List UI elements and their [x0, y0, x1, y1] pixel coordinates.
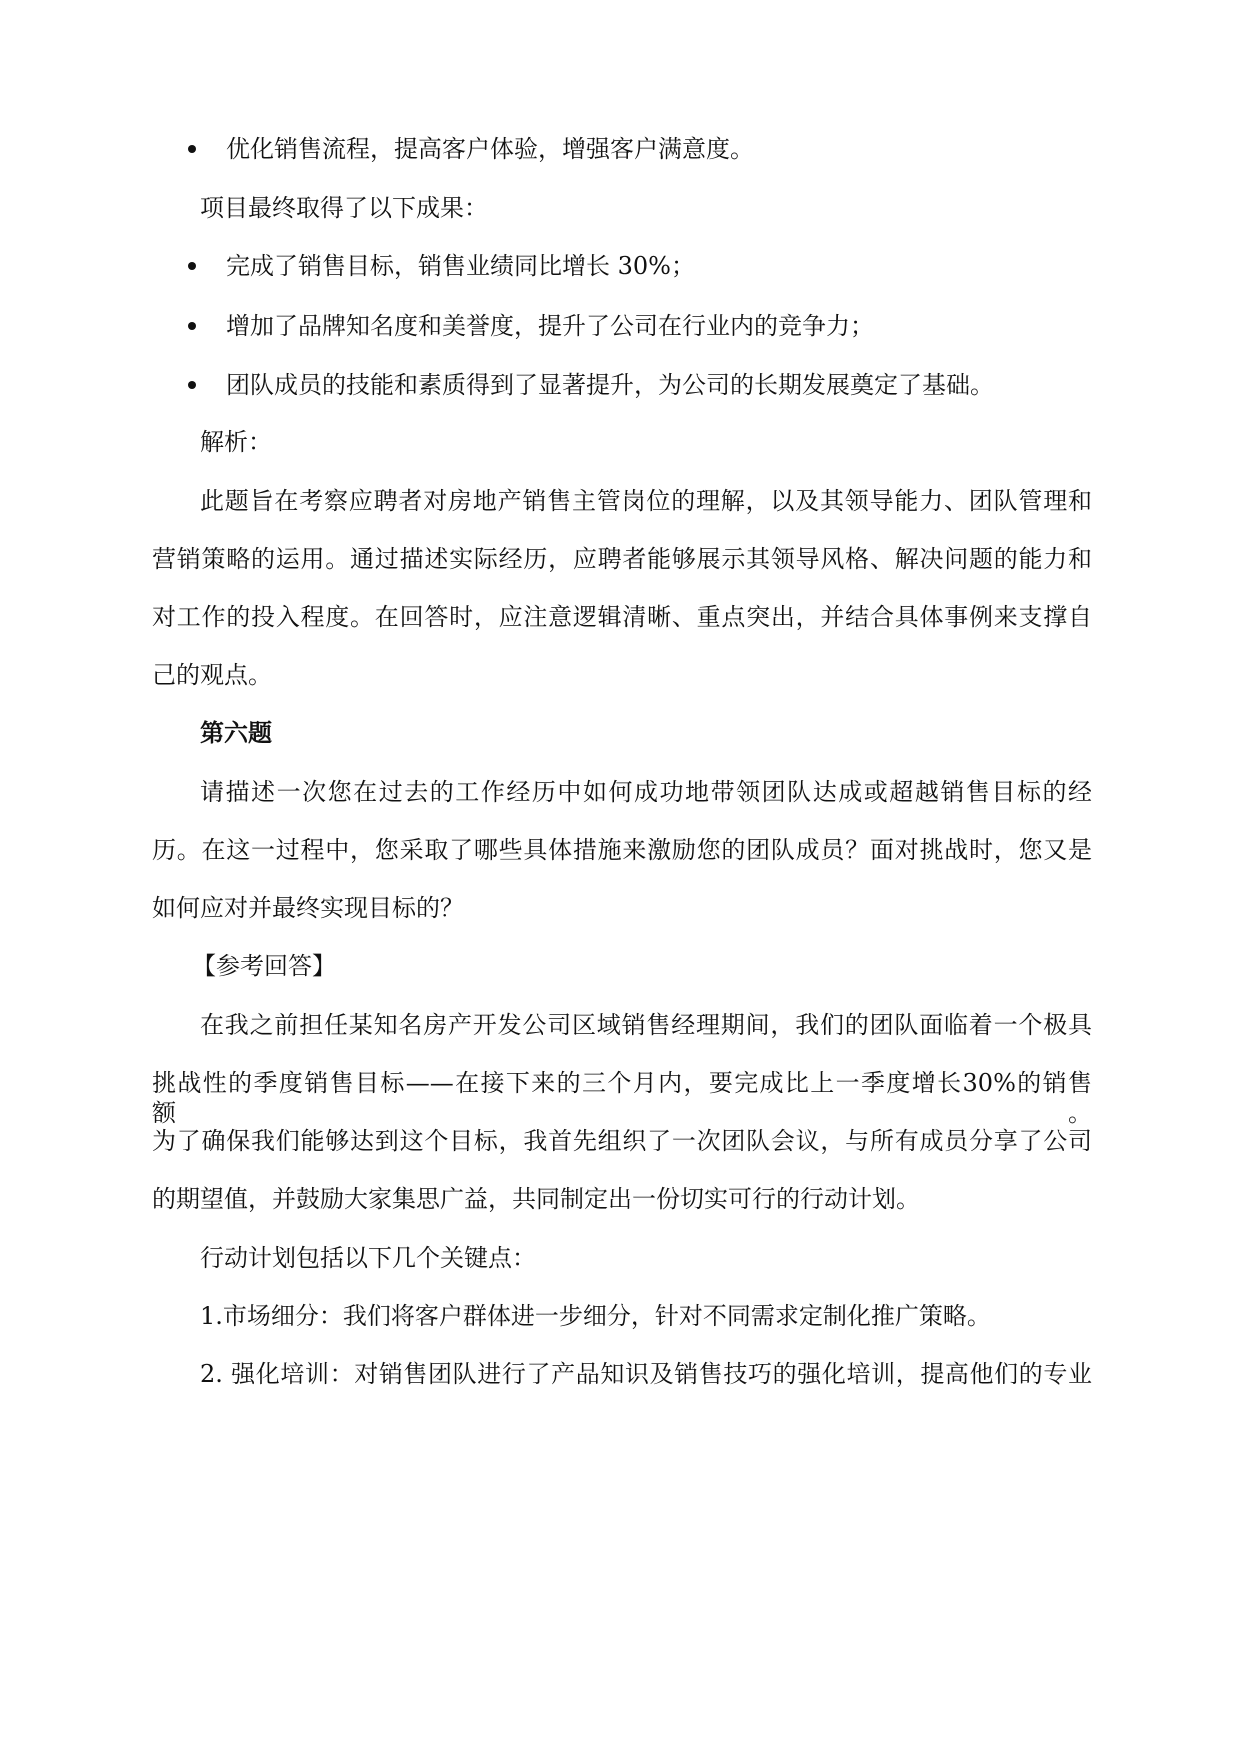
- answer-line: 的期望值，并鼓励大家集思广益，共同制定出一份切实可行的行动计划。: [152, 1185, 920, 1213]
- bullet-item: 增加了品牌知名度和美誉度，提升了公司在行业内的竞争力；: [226, 312, 874, 340]
- analysis-line: 营销策略的运用。通过描述实际经历，应聘者能够展示其领导风格、解决问题的能力和: [152, 545, 1092, 573]
- analysis-line: 己的观点。: [152, 661, 272, 689]
- question-line: 历。在这一过程中，您采取了哪些具体措施来激励您的团队成员？面对挑战时，您又是: [152, 836, 1092, 864]
- plan-intro: 行动计划包括以下几个关键点：: [200, 1244, 536, 1272]
- results-intro: 项目最终取得了以下成果：: [200, 194, 488, 222]
- analysis-line: 此题旨在考察应聘者对房地产销售主管岗位的理解，以及其领导能力、团队管理和: [200, 487, 1092, 515]
- question-line: 请描述一次您在过去的工作经历中如何成功地带领团队达成或超越销售目标的经: [200, 778, 1092, 806]
- question-line: 如何应对并最终实现目标的？: [152, 894, 464, 922]
- answer-line: 为了确保我们能够达到这个目标，我首先组织了一次团队会议，与所有成员分享了公司: [152, 1127, 1092, 1155]
- analysis-label: 解析：: [200, 428, 272, 456]
- answer-line: 挑战性的季度销售目标——在接下来的三个月内，要完成比上一季度增长30%的销售额。: [152, 1069, 1092, 1127]
- bullet-item: 团队成员的技能和素质得到了显著提升，为公司的长期发展奠定了基础。: [226, 371, 994, 399]
- bullet-dot: [188, 145, 196, 153]
- plan-item: 2. 强化培训：对销售团队进行了产品知识及销售技巧的强化培训，提高他们的专业: [200, 1360, 1092, 1388]
- reference-label: 【参考回答】: [192, 952, 336, 980]
- bullet-item: 优化销售流程，提高客户体验，增强客户满意度。: [226, 135, 754, 163]
- bullet-dot: [188, 262, 196, 270]
- bullet-dot: [188, 322, 196, 330]
- analysis-line: 对工作的投入程度。在回答时，应注意逻辑清晰、重点突出，并结合具体事例来支撑自: [152, 603, 1092, 631]
- plan-item: 1.市场细分：我们将客户群体进一步细分，针对不同需求定制化推广策略。: [200, 1302, 991, 1330]
- bullet-item: 完成了销售目标，销售业绩同比增长 30%；: [226, 252, 695, 280]
- bullet-dot: [188, 381, 196, 389]
- answer-line: 在我之前担任某知名房产开发公司区域销售经理期间，我们的团队面临着一个极具: [200, 1011, 1092, 1039]
- question-title: 第六题: [200, 718, 272, 747]
